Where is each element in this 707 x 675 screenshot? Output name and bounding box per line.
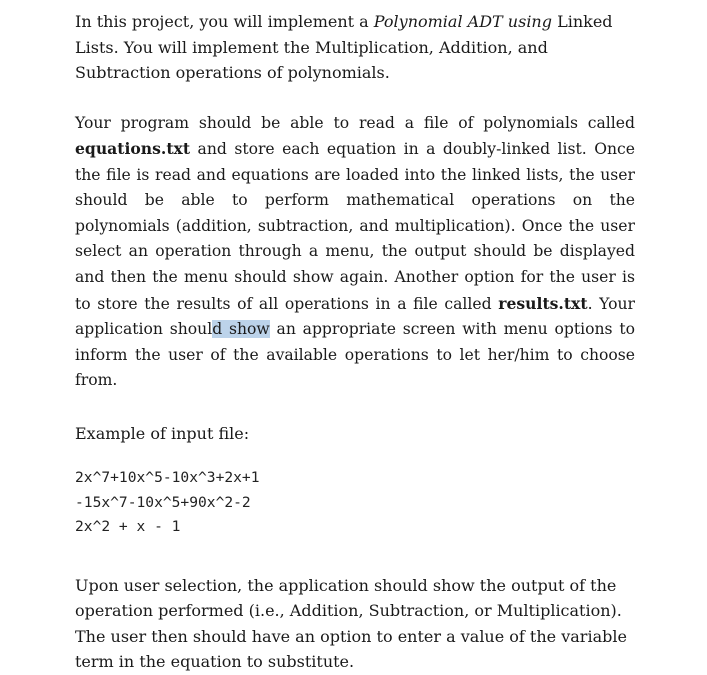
description-text-4: an appropriate screen with menu options to inform the user of the available operations to let her/him to choose from.: [75, 320, 635, 390]
example-input-code: [75, 466, 635, 540]
equations-filename: equations.txt: [75, 139, 191, 159]
outro-paragraph: Upon user selection, the application should show the output of the operation performed (i.e., Addition, Subtraction, or Multiplication). The user then should have an option to enter a value of the variable term in the equation to substitute.: [75, 575, 627, 672]
code-line: 2x^2 + x - 1: [75, 518, 181, 536]
selected-text-highlight[interactable]: d show: [212, 320, 270, 339]
example-label: Example of input file:: [75, 424, 250, 444]
intro-paragraph: [75, 9, 635, 86]
intro-text-2: Linked Lists. You will implement the Multiplication, Addition, and Subtraction operations of polynomials.: [75, 12, 613, 82]
document-page: [75, 9, 635, 675]
description-text-1: Your program should be able to read a file of polynomials called: [75, 113, 635, 132]
code-line: 2x^7+10x^5-10x^3+2x+1: [75, 469, 260, 487]
intro-italic-phrase: Polynomial ADT using: [373, 12, 552, 31]
code-line: -15x^7-10x^5+90x^2-2: [75, 493, 251, 511]
results-filename: results.txt: [498, 293, 588, 313]
description-text-2: and store each equation in a doubly-linked list. Once the file is read and equations are loaded into the linked lists, the user should be able to perform mathematical operations on the polynomials (addition, subtraction, and multiplication). Once the user select an operation through a menu, the output should be displayed and then the menu should show again. Another option for the user is to store the results of all operations in a file called: [75, 140, 635, 313]
description-text-3: . Your application shoul: [75, 294, 635, 339]
description-paragraph: [75, 111, 635, 395]
intro-text-1: In this project, you will implement a: [75, 12, 374, 31]
